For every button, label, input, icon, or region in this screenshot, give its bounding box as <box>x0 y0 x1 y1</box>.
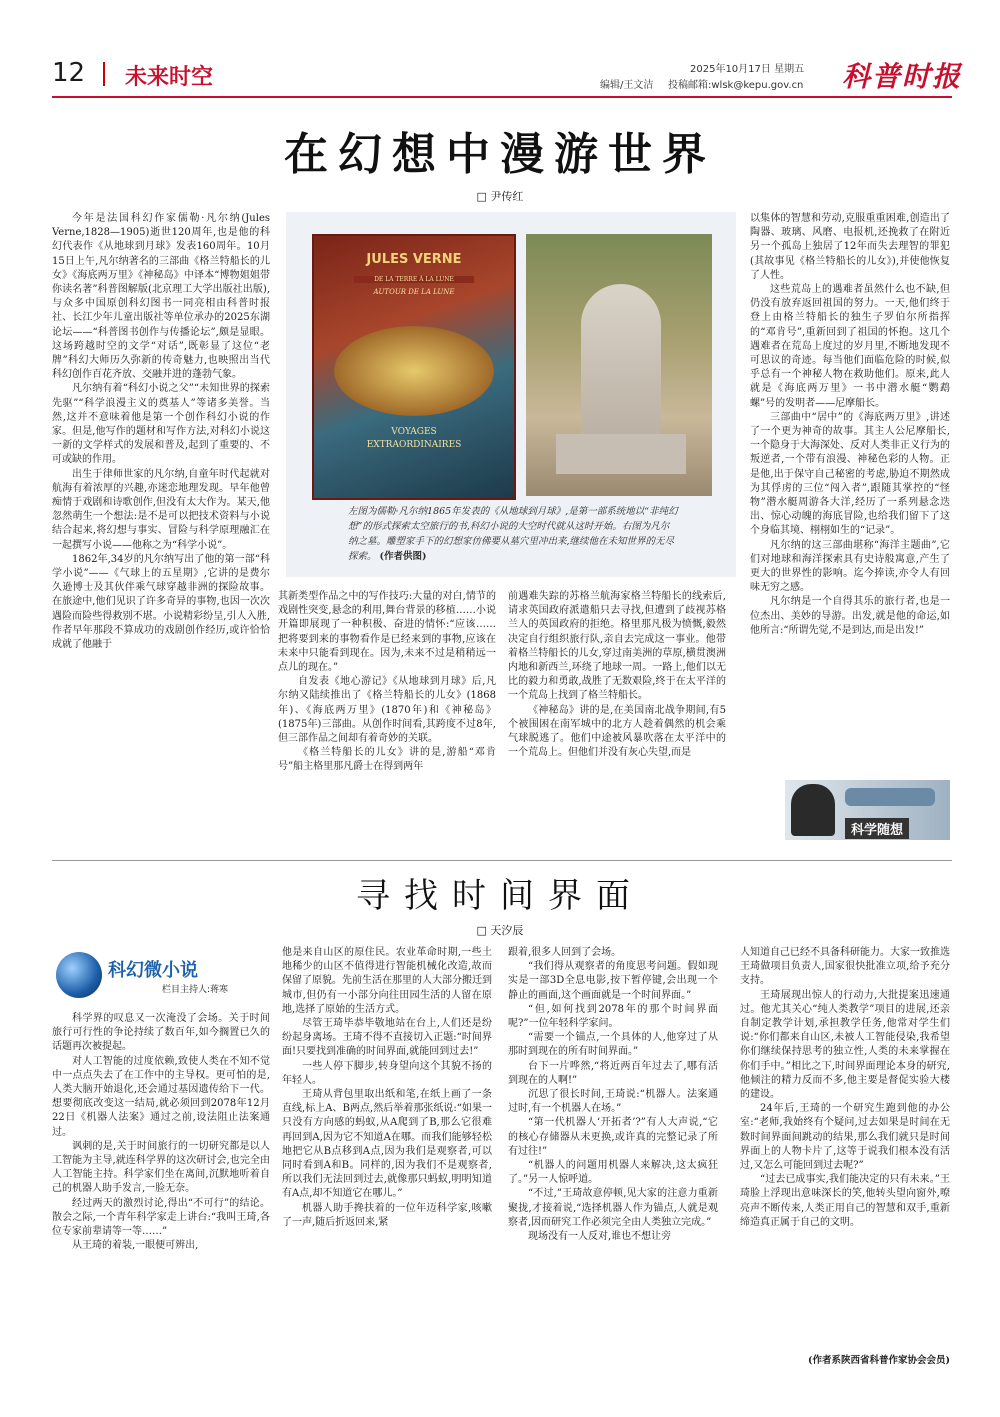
book-subtitle-text: AUTOUR DE LA LUNE <box>373 288 455 296</box>
section-title: 未来时空 <box>125 65 214 90</box>
paragraph: 三部曲中“居中”的《海底两万里》,讲述了一个更为神奇的故事。其主人公尼摩船长,一个隐身于大海深处、反对人类非正义行为的叛逆者,一个带有浪漫、神秘色彩的人物。正是他,出于保守自己秘密的考虑,胁迫不期然成为其俘虏的三位“闯入者”,跟随其掌控的“怪物”潜水艇周游各大洋,经历了一系列悬念迭出、惊心动魄的海底冒险,也给我们留下了这个身临其境、栩栩如生的“记录”。 <box>750 411 950 537</box>
paragraph: 经过两天的激烈讨论,得出“不可行”的结论。散会之际,一个青年科学家走上讲台:“我叫王琦,各位专家前辈请等一等……” <box>52 1197 270 1238</box>
article-divider <box>52 860 952 861</box>
paragraph: “机器人的问题用机器人来解决,这太疯狂了。”另一人惊呼道。 <box>508 1160 718 1186</box>
submarine-graphic <box>845 788 935 806</box>
paragraph: “需要一个锚点,一个具体的人,他穿过了从那时到现在的所有时间界面。” <box>508 1032 718 1058</box>
paragraph: 一些人停下脚步,转身望向这个其貌不扬的年轻人。 <box>282 1060 492 1086</box>
paragraph: 1862年,34岁的凡尔纳写出了他的第一部“科学小说”——《气球上的五星期》,它讲的是费尔久逊博士及其伙伴乘气球穿越非洲的探险故事。在旅途中,他们见识了许多奇异的事物,也因一次次遇险而险些得救别不堪。小说精彩纷呈,引人入胜,作者早年那段不算成功的戏剧创作经历,或许恰恰成就了他融于 <box>52 553 270 651</box>
paragraph: 前遇难失踪的苏格兰航海家格兰特船长的线索后,请求英国政府派遣船只去寻找,但遭到了歧视苏格兰人的英国政府的拒绝。格里那凡极为愤慨,毅然决定自行组织旅行队,亲自去完成这一事业。他带着格兰特船长的儿女,穿过南美洲的草原,横贯澳洲内地和新西兰,环绕了地球一周。一路上,他们以无比的毅力和勇敢,战胜了无数艰险,终于在太平洋的一个荒岛上找到了格兰特船长。 <box>508 591 726 702</box>
paragraph: 凡尔纳是一个自得其乐的旅行者,也是一位杰出、美妙的导游。出发,就是他的命运,如他所言:“所谓先觉,不是到达,而是出发!” <box>750 596 950 636</box>
book-title-text: DE LA TERRE À LA LUNE <box>354 276 474 283</box>
paragraph: 对人工智能的过度依赖,致使人类在不知不觉中一点点失去了在工作中的主导权。更可怕的是,人类大脑开始退化,还会通过基因遗传给下一代。想要彻底改变这一结局,就必须回到2078年12月22日《机器人法案》通过之前,设法阻止法案通过。 <box>52 1055 270 1138</box>
paragraph: “过去已成事实,我们能决定的只有未来。”王琦脸上浮现出意味深长的笑,他转头望向窗外,嘹亮声不断传来,人类正用自己的智慧和双手,重新缔造真正属于自己的文明。 <box>740 1174 950 1228</box>
article-column-3 <box>508 590 726 852</box>
header-divider <box>103 62 105 86</box>
paragraph: “第一代机器人‘开拓者’?”有人大声说,“它的核心存储器从未更换,或许真的完整记录了所有过往!” <box>508 1117 718 1157</box>
story-title: 寻找时间界面 <box>356 876 644 916</box>
photo-figure <box>286 212 736 577</box>
article-column-2 <box>278 590 496 852</box>
paragraph: “我们得从观察者的角度思考问题。假如现实是一部3D全息电影,按下暂停键,会出现一个静止的画面,这个画面就是一个时间界面。” <box>508 961 718 1001</box>
column-label: 科学随想 <box>845 818 909 839</box>
column-name: 科幻微小说 <box>108 960 198 981</box>
paragraph: 其新类型作品之中的写作技巧:大量的对白,情节的戏剧性突变,悬念的利用,舞台背景的移植……小说开篇即展现了一种积极、奋进的情怀:“应该……把将要到来的事物看作是已经来到的事物,应该在未来中只能看到现在。因为,未来不过是稍稍远一点儿的现在。” <box>278 591 496 674</box>
paragraph: “但,如何找到2078年的那个时间界面呢?”一位年轻科学家问。 <box>508 1003 718 1030</box>
paragraph: 凡尔纳的这三部曲堪称“海洋主题曲”,它们对地球和海洋探索具有史诗般寓意,产生了更大的世界性的影响。迄今捧读,亦令人有回味无穷之感。 <box>750 539 950 594</box>
article-column-1 <box>52 212 270 852</box>
article-column-4 <box>750 212 950 772</box>
story-column-2 <box>282 946 492 1368</box>
paragraph: 现场没有一人反对,谁也不想让旁 <box>528 1231 672 1243</box>
paragraph: 以集体的智慧和劳动,克服重重困难,创造出了陶器、玻璃、风磨、电报机,还挽救了在附近另一个孤岛上独居了12年而失去理智的罪犯(其故事见《格兰特船长的儿女》),并使他恢复了人性。 <box>750 213 950 281</box>
sculpture-figure <box>581 284 661 454</box>
issue-date: 2025年10月17日 星期五 <box>690 64 805 75</box>
editor-credit: 编辑/王文洁 <box>600 80 654 91</box>
paragraph: “不过,”王琦故意停顿,见大家的注意力重新聚拢,才接着说,“选择机器人作为锚点,人就是观察者,因而研究工作必须完全由人类独立完成。” <box>508 1188 718 1228</box>
paragraph: 《格兰特船长的儿女》讲的是,游船“邓肯号”船主格里那凡爵士在得到两年 <box>278 747 496 773</box>
paragraph: 《神秘岛》讲的是,在美国南北战争期间,有5个被围困在南军城中的北方人趁着偶然的机会乘气球脱逃了。他们中途被风暴吹落在太平洋中的一个荒岛上。但他们并没有灰心失望,而是 <box>508 704 726 759</box>
paragraph: 出生于律师世家的凡尔纳,自童年时代起就对航海有着浓厚的兴趣,亦迷恋地理发现。早年他曾痴情于戏剧和诗歌创作,但没有太大作为。某天,他忽然萌生一个想法:是不是可以把技术资料与小说结合起来,将幻想与事实、冒险与科学原理融汇在一起撰写小说——他称之为“科学小说”。 <box>52 468 270 551</box>
photo-caption <box>348 504 678 564</box>
tomb-base <box>556 434 686 474</box>
paragraph: 科学界的叹息又一次淹没了会场。关于时间旅行可行性的争论持续了数百年,如今搁置已久的话题再次被提起。 <box>52 1013 270 1053</box>
paragraph: 台下一片哗然,“将近两百年过去了,哪有活到现在的人啊!” <box>508 1060 718 1086</box>
paragraph: 24年后,王琦的一个研究生跑到他的办公室:“老师,我始终有个疑问,过去如果是时间在无数时间界面间跳动的结果,那么我们就只是时间界面上的人物卡片了,这等于说我们根本没有活过,又怎么可能回到过去呢?” <box>740 1103 950 1172</box>
story-byline: □ 天汐辰 <box>476 924 524 937</box>
tomb-sculpture-image <box>526 234 712 496</box>
article-title: 在幻想中漫游世界 <box>284 129 716 180</box>
article-byline: □ 尹传红 <box>476 190 524 203</box>
paragraph: 机器人助手搀扶着的一位年迈科学家,咳嗽了一声,随后折返回来,紧 <box>282 1202 492 1228</box>
paragraph: 人知道自己已经不具备科研能力。大家一致推选王琦做项目负责人,国家很快批准立项,给予充分支持。 <box>740 947 950 987</box>
submission-email: 投稿邮箱:wlsk@kepu.gov.cn <box>668 80 804 91</box>
paragraph: 自发表《地心游记》《从地球到月球》后,凡尔纳又陆续推出了《格兰特船长的儿女》(1868年)、《海底两万里》(1870年)和《神秘岛》(1875年)三部曲。从创作时间看,其跨度不过8年,但三部作品之间却有着奇妙的关联。 <box>278 676 496 745</box>
story-column-1 <box>52 1012 270 1368</box>
book-cover-image <box>312 234 516 500</box>
paragraph: 这些荒岛上的遇难者虽然什么也不缺,但仍没有放弃返回祖国的努力。一天,他们终于登上由格兰特船长的独生子罗伯尔所指挥的“邓肯号”,重新回到了祖国的怀抱。这几个遇难者在荒岛上度过的岁月里,不断地发现不可思议的奇迹。每当他们面临危险的时候,似乎总有一个神秘人物在救助他们。原来,此人就是《海底两万里》一书中潜水艇“鹦鹉螺”号的发明者——尼摩船长。 <box>750 284 950 409</box>
author-note: (作者系陕西省科普作家协会会员) <box>808 1355 950 1366</box>
paragraph: 他是来自山区的原住民。农业革命时期,一些土地稀少的山区不值得进行智能机械化改造,故而保留了原貌。先前生活在那里的人大部分搬迁到城市,但仍有一小部分向往田园生活的人留在原地,选择了原始的生活方式。 <box>282 947 492 1015</box>
paragraph: 沉思了很长时间,王琦说:“机器人。法案通过时,有一个机器人在场。” <box>508 1089 718 1115</box>
paragraph: 从王琦的着装,一眼便可辨出, <box>72 1240 199 1252</box>
caption-credit: (作者供图) <box>379 551 427 562</box>
page-number: 12 <box>52 58 86 88</box>
column-badge <box>785 780 950 840</box>
newspaper-logo: 科普时报 <box>842 60 963 93</box>
paragraph: 王琦展现出惊人的行动力,大批提案迅速通过。他尤其关心“纯人类教学”项目的进展,还亲自制定教学计划,承担教学任务,他常对学生们说:“你们都来自山区,未被人工智能侵染,我希望你们继续保持思考的独立性,人类的未来掌握在你们手中。”相比之下,时间界面理论本身的研究,他倾注的精力反而不多,他主要是督促实验大楼的建设。 <box>740 989 950 1101</box>
paragraph: 王琦从背包里取出纸和笔,在纸上画了一条直线,标上A、B两点,然后举着那张纸说:“如果一只没有方向感的蚂蚁,从A爬到了B,那么它很难再回到A,因为它不知道A在哪。而我们能够轻松地把它从B点移到A点,因为我们是观察者,可以同时看到A和B。同样的,因为我们不是观察者,所以我们无法回到过去,就像那只蚂蚁,明明知道有A点,却不知道它在哪儿。” <box>282 1089 492 1200</box>
caption-text: 左图为儒勒·凡尔纳1865年发表的《从地球到月球》,是第一部系统地以“非纯幻想”的形式探索太空旅行的书,科幻小说的大空时代就从这时开始。右图为凡尔纳之墓。雕塑家手下的幻想家仿佛要从墓穴里冲出来,继续他在未知世界的无尽探索。 <box>348 506 678 562</box>
column-host: 栏目主持人:蒋寒 <box>162 985 229 995</box>
story-column-4 <box>740 946 950 1346</box>
story-column-3 <box>508 946 718 1368</box>
globe-icon <box>56 952 102 998</box>
header-rule <box>52 96 952 98</box>
book-author-text: JULES VERNE <box>366 252 462 267</box>
book-ornament-globe <box>334 326 494 416</box>
book-series-text: VOYAGES EXTRAORDINAIRES <box>366 427 462 450</box>
column-header <box>52 946 270 1006</box>
paragraph: 讽刺的是,关于时间旅行的一切研究都是以人工智能为主导,就连科学界的这次研讨会,也完全由人工智能主持。科学家们坐在离间,沉默地听着自己的机器人助手发言,一脸无奈。 <box>52 1140 270 1195</box>
author-portrait <box>791 784 835 836</box>
paragraph: 尽管王琦毕恭毕敬地站在台上,人们还是纷纷起身离场。王琦不得不直接切入正题:“时间界面!只要找到准确的时间界面,就能回到过去!” <box>282 1018 492 1058</box>
paragraph: 跟着,很多人回到了会场。 <box>508 947 622 958</box>
paragraph: 凡尔纳有着“科幻小说之父”“未知世界的探索先驱”“科学浪漫主义的奠基人”等诸多美誉。当然,这并不意味着他是第一个创作科幻小说的作家。但是,他写作的题材和写作方法,对科幻小说这一新的文学样式的发展和普及,起到了重要的、不可或缺的作用。 <box>52 383 270 466</box>
paragraph: 今年是法国科幻作家儒勒·凡尔纳(Jules Verne,1828—1905)逝世120周年,也是他的科幻代表作《从地球到月球》发表160周年。10月15日上午,凡尔纳著名的三部曲《格兰特船长的儿女》《海底两万里》《神秘岛》中译本“博物姐姐带你读名著”科普图解版(北京理工大学出版社出版),与众多中国原创科幻图书一同亮相由科普时报社、长江少年儿童出版社等单位承办的2025东湖论坛——“科普图书创作与传播论坛”,颇是显眼。这场跨越时空的文学“对话”,既彰显了这位“老牌”科幻大师历久弥新的传奇魅力,也映照出当代科幻创作百花齐放、交融并进的蓬勃气象。 <box>52 213 270 381</box>
